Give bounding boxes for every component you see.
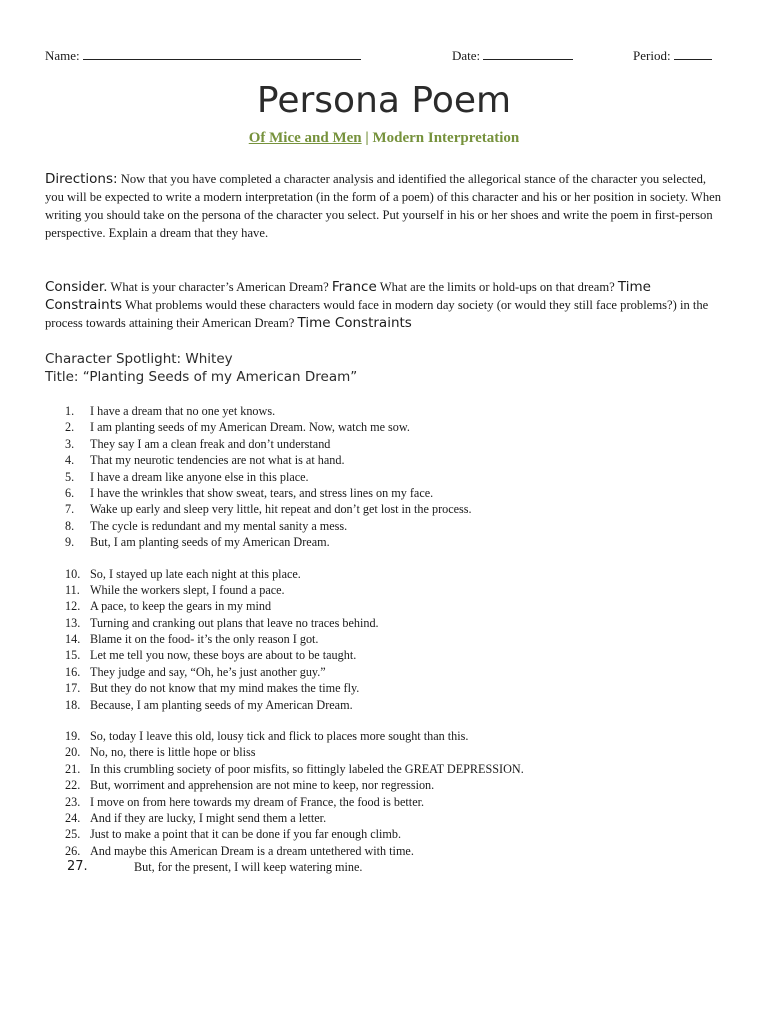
- poem-line-number: 26.: [65, 843, 81, 858]
- poem-line: [45, 647, 725, 663]
- poem-line-text: I have a dream that no one yet knows.: [90, 404, 276, 418]
- poem-line: [45, 680, 725, 696]
- poem-stanza-2: [45, 566, 725, 714]
- header-fields: [45, 48, 725, 66]
- poem-line-number: 25.: [65, 827, 81, 842]
- poem-line-text: Just to make a point that it can be done if you far enough climb.: [90, 827, 402, 842]
- poem-line-text: So, today I leave this old, lousy tick and flick to places more sought than this.: [90, 729, 469, 744]
- poem-line-number: 21.: [65, 761, 81, 776]
- period-field[interactable]: [633, 48, 712, 64]
- poem-line-text: A pace, to keep the gears in my mind: [90, 599, 272, 614]
- poem-line: [45, 501, 725, 517]
- poem-line-text: While the workers slept, I found a pace.: [90, 582, 285, 597]
- poem-line: [45, 826, 725, 842]
- poem-line-text: I move on from here towards my dream of France, the food is better.: [90, 794, 425, 809]
- poem-line-text: Because, I am planting seeds of my American Dream.: [90, 697, 353, 712]
- directions-paragraph: [45, 170, 723, 242]
- subtitle-part2: Modern Interpretation: [372, 130, 520, 146]
- poem-line: [45, 664, 725, 680]
- poem-title: Title: “Planting Seeds of my American Dream”: [45, 369, 358, 385]
- poem-stanza-1: [45, 403, 725, 551]
- poem-stanza-3: [45, 728, 725, 876]
- poem-line-number: 3.: [65, 436, 75, 451]
- poem-line: [45, 728, 725, 744]
- poem-line-number: 11.: [65, 582, 80, 597]
- consider-q2: What are the limits or hold-ups on that dream?: [376, 280, 618, 294]
- poem-line-number: 18.: [65, 697, 81, 712]
- poem-line: [45, 485, 725, 501]
- poem-line: [45, 566, 725, 582]
- poem-line-number: 19.: [65, 729, 81, 744]
- poem-line-text: Wake up early and sleep very little, hit repeat and don’t get lost in the process.: [90, 502, 472, 517]
- poem-line-number: 17.: [65, 681, 81, 696]
- poem-line-number: 15.: [65, 648, 81, 663]
- poem-line: [45, 582, 725, 598]
- poem-line-number: 23.: [65, 794, 81, 809]
- poem-line: [45, 761, 725, 777]
- poem-line-text: But they do not know that my mind makes the time fly.: [90, 681, 360, 696]
- poem-line: [45, 436, 725, 452]
- poem-line: [45, 518, 725, 534]
- poem-line: [45, 794, 725, 810]
- poem-line-number: 27.: [67, 859, 88, 875]
- poem: [45, 403, 725, 876]
- poem-line-number: 8.: [65, 518, 75, 533]
- period-label: Period:: [633, 48, 671, 63]
- poem-line: [45, 419, 725, 435]
- poem-line: [45, 631, 725, 647]
- poem-line-text: I am planting seeds of my American Dream. Now, watch me sow.: [90, 420, 410, 435]
- poem-line-number: 2.: [65, 420, 75, 435]
- poem-line: [45, 615, 725, 631]
- poem-line-text: In this crumbling society of poor misfits, so fittingly labeled the GREAT DEPRESSION.: [90, 761, 524, 776]
- subtitle-book-link[interactable]: Of Mice and Men: [248, 130, 362, 146]
- poem-line-text: I have the wrinkles that show sweat, tears, and stress lines on my face.: [90, 485, 434, 500]
- poem-line-number: 4.: [65, 453, 75, 468]
- poem-line-text: They say I am a clean freak and don’t understand: [90, 436, 331, 451]
- poem-line: [45, 843, 725, 859]
- poem-line-text: And maybe this American Dream is a dream untethered with time.: [90, 843, 414, 858]
- poem-line: [45, 452, 725, 468]
- poem-line-number: 7.: [65, 502, 75, 517]
- poem-line-number: 16.: [65, 664, 81, 679]
- poem-line-number: 13.: [65, 615, 81, 630]
- poem-line-number: 5.: [65, 469, 75, 484]
- character-spotlight: Character Spotlight: Whitey: [45, 351, 233, 367]
- date-label: Date:: [452, 48, 481, 63]
- poem-line: [45, 859, 725, 875]
- poem-line-text: They judge and say, “Oh, he’s just another guy.”: [90, 664, 326, 679]
- poem-line: [45, 403, 725, 419]
- poem-line: [45, 534, 725, 550]
- poem-line: [45, 810, 725, 826]
- poem-line-number: 20.: [65, 745, 81, 760]
- directions-text: Now that you have completed a character analysis and identified the allegorical stance of the character you selected, you will be expected to write a modern interpretation (in the form of a poem) of this character and his or her position in society. When writing you should take on the persona of the character you select. Put yourself in his or her shoes and write the poem in first-person perspective. Explain a dream that they have.: [45, 172, 722, 240]
- poem-line: [45, 598, 725, 614]
- name-field[interactable]: [45, 48, 361, 64]
- poem-line-number: 1.: [65, 404, 75, 418]
- poem-line-text: No, no, there is little hope or bliss: [90, 745, 256, 760]
- name-label: Name:: [45, 48, 80, 63]
- poem-line-number: 22.: [65, 778, 81, 793]
- poem-line-text: Blame it on the food- it’s the only reason I got.: [90, 632, 319, 647]
- page-title: Persona Poem: [256, 80, 512, 121]
- poem-line-number: 9.: [65, 535, 75, 550]
- poem-line-text: Turning and cranking out plans that leave no traces behind.: [90, 615, 379, 630]
- date-blank[interactable]: [483, 48, 573, 60]
- poem-line-number: 10.: [65, 566, 81, 581]
- date-field[interactable]: [452, 48, 573, 64]
- period-blank[interactable]: [674, 48, 712, 60]
- consider-a1: France: [331, 279, 377, 295]
- poem-line: [45, 697, 725, 713]
- directions-lead: Directions:: [45, 171, 118, 187]
- poem-line-text: So, I stayed up late each night at this place.: [90, 566, 301, 581]
- poem-line: [45, 777, 725, 793]
- name-blank[interactable]: [83, 48, 361, 60]
- poem-line-number: 6.: [65, 485, 75, 500]
- consider-lead: Consider.: [45, 279, 108, 295]
- poem-line-text: But, I am planting seeds of my American Dream.: [90, 535, 330, 550]
- consider-a3: Time Constraints: [297, 315, 412, 331]
- poem-line-text: But, for the present, I will keep watering mine.: [134, 860, 363, 875]
- consider-q3: What problems would these characters would face in modern day society (or would they still face problems?) in the process towards attaining their American Dream?: [45, 298, 709, 330]
- poem-line: [45, 744, 725, 760]
- consider-q1: What is your character’s American Dream?: [107, 280, 332, 294]
- poem-line-text: And if they are lucky, I might send them a letter.: [90, 810, 327, 825]
- poem-line-text: But, worriment and apprehension are not mine to keep, nor regression.: [90, 778, 435, 793]
- poem-line-text: I have a dream like anyone else in this place.: [90, 469, 309, 484]
- subtitle-separator: |: [361, 130, 373, 146]
- poem-line: [45, 469, 725, 485]
- poem-line-text: That my neurotic tendencies are not what is at hand.: [90, 453, 345, 468]
- page-subtitle: [0, 130, 768, 147]
- poem-line-number: 24.: [65, 810, 81, 825]
- poem-line-number: 14.: [65, 632, 81, 647]
- consider-a2: Time Constraints: [45, 279, 651, 313]
- consider-paragraph: [45, 278, 723, 332]
- poem-line-text: Let me tell you now, these boys are about to be taught.: [90, 648, 357, 663]
- poem-line-number: 12.: [65, 599, 81, 614]
- poem-line-text: The cycle is redundant and my mental sanity a mess.: [90, 518, 348, 533]
